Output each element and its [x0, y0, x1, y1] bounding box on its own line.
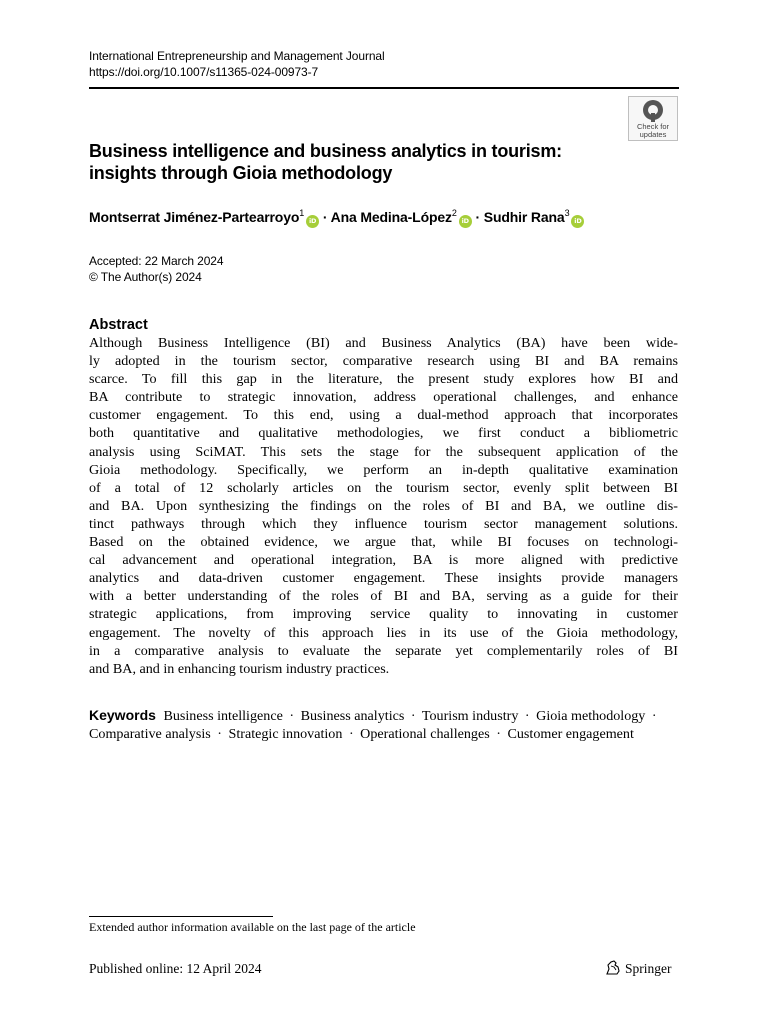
orcid-icon[interactable]: iD [306, 215, 319, 228]
abstract-line: customer engagement. To this end, using a dual-method approach that incorporates [89, 407, 678, 424]
article-title [89, 140, 619, 184]
keyword[interactable]: Business analytics [300, 708, 405, 724]
badge-line2: updates [639, 129, 667, 139]
article-dates [89, 254, 223, 285]
abstract-body [89, 334, 678, 678]
keyword-separator: · [217, 726, 222, 743]
keyword[interactable]: Comparative analysis [89, 726, 211, 743]
header-divider [89, 87, 679, 89]
title-line-2: insights through Gioia methodology [89, 163, 393, 183]
abstract-line: engagement. The novelty of this approach lies in its use of the Gioia methodology, [89, 624, 678, 641]
abstract-line: Although Business Intelligence (BI) and Business Analytics (BA) have been wide- [89, 335, 678, 351]
abstract-line: analysis using SciMAT. This sets the stage for the subsequent application of the [89, 443, 678, 460]
keyword[interactable]: Business intelligence [163, 708, 283, 724]
footnote: Extended author information available on the last page of the article [89, 920, 416, 934]
abstract-line: ly adopted in the tourism sector, comparative research using BI and BA remains [89, 353, 678, 370]
keyword[interactable]: Strategic innovation [228, 726, 343, 743]
abstract-line: with a better understanding of the roles of BI and BA, serving as a guide for their [89, 588, 678, 605]
affiliation-marker: 3 [564, 208, 570, 218]
accepted-date: Accepted: 22 March 2024 [89, 254, 224, 268]
abstract-line: cal advancement and operational integration, BA is more aligned with predictive [89, 552, 678, 569]
journal-name: International Entrepreneurship and Management Journal [89, 49, 385, 63]
journal-header [89, 49, 385, 80]
doi-link[interactable]: https://doi.org/10.1007/s11365-024-00973-7 [89, 64, 319, 79]
abstract-line: BA contribute to strategic innovation, address operational challenges, and enhance [89, 389, 678, 406]
author-name[interactable]: Sudhir Rana [483, 209, 565, 225]
affiliation-marker: 2 [451, 208, 457, 218]
abstract-line: of a total of 12 scholarly articles on the tourism sector, evenly split between BI [89, 479, 678, 496]
keywords-label: Keywords [89, 707, 156, 723]
crossmark-icon [643, 100, 663, 120]
keyword[interactable]: Gioia methodology [536, 708, 646, 724]
orcid-icon[interactable]: iD [459, 215, 472, 228]
abstract-line: scarce. To fill this gap in the literature, the present study explores how BI and [89, 371, 678, 388]
keyword-list [89, 708, 660, 742]
badge-line1: Check for [636, 122, 670, 131]
keyword-separator: · [496, 726, 501, 743]
abstract-line: analytics and data-driven customer engagement. These insights provide managers [89, 570, 678, 587]
keyword-separator: · [410, 708, 416, 724]
author-separator: · [475, 209, 481, 225]
abstract-line: strategic applications, from improving service quality to innovating in customer [89, 606, 678, 623]
abstract-line: tinct pathways through which they influence tourism sector management solutions. [89, 515, 678, 532]
keyword-separator: · [651, 708, 657, 724]
keyword-separator: · [348, 726, 354, 743]
badge-text [629, 123, 677, 138]
abstract-line: and BA. Upon synthesizing the findings on the roles of BI and BA, we outline dis- [89, 497, 678, 514]
check-for-updates-badge[interactable] [628, 96, 678, 141]
author-separator: · [322, 209, 328, 225]
author-list [89, 208, 584, 228]
title-line-1: Business intelligence and business analytics in tourism: [89, 141, 562, 161]
abstract-heading: Abstract [89, 317, 148, 333]
keyword[interactable]: Customer engagement [507, 726, 634, 743]
footnote-divider [89, 916, 273, 917]
author-name[interactable]: Ana Medina-López [330, 209, 452, 225]
publisher-name: Springer [625, 961, 672, 976]
published-date: Published online: 12 April 2024 [89, 961, 262, 976]
abstract-line: both quantitative and qualitative methodologies, we first conduct a bibliometric [89, 425, 678, 442]
affiliation-marker: 1 [299, 208, 305, 218]
abstract-line: and BA, and in enhancing tourism industry practices. [89, 660, 390, 677]
copyright-notice: © The Author(s) 2024 [89, 269, 202, 284]
abstract-line: Based on the obtained evidence, we argue that, while BI focuses on technologi- [89, 534, 678, 551]
abstract-line: in a comparative analysis to evaluate the separate yet complementarily roles of BI [89, 642, 678, 659]
author-name[interactable]: Montserrat Jiménez-Partearroyo [89, 209, 300, 225]
keyword-separator: · [289, 708, 295, 724]
keyword-separator: · [524, 708, 530, 724]
springer-horse-icon [604, 960, 622, 976]
publisher-logo[interactable] [604, 960, 672, 977]
keyword[interactable]: Operational challenges [360, 726, 490, 743]
keyword[interactable]: Tourism industry [421, 708, 519, 724]
keywords-block [89, 706, 679, 743]
abstract-line: Gioia methodology. Specifically, we perform an in-depth qualitative examination [89, 461, 678, 478]
orcid-icon[interactable]: iD [571, 215, 584, 228]
